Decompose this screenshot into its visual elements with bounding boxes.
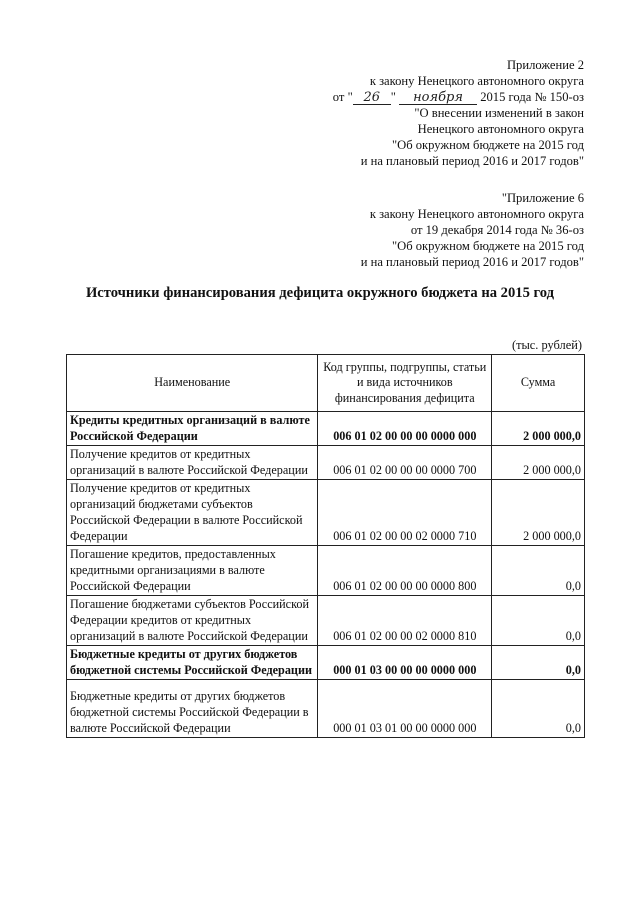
appendix-6-line: к закону Ненецкого автономного округа [369,207,584,221]
table-row [67,680,585,738]
appendix-2-line: "Об окружном бюджете на 2015 год [391,138,584,152]
row-sum: 0,0 [492,680,585,738]
appendix-6-line: и на плановый период 2016 и 2017 годов" [360,255,584,269]
row-code: 006 01 02 00 00 00 0000 000 [318,412,492,446]
table-row [67,446,585,480]
row-sum: 2 000 000,0 [492,480,585,546]
row-name: Погашение кредитов, предоставленных кредитными организациями в валюте Российской Федерации [67,546,318,596]
appendix-2-line: Приложение 2 [506,58,584,72]
row-name: Получение кредитов от кредитных организаций бюджетами субъектов Российской Федерации в валюте Российской Федерации [67,480,318,546]
appendix-6-line: "Приложение 6 [501,191,584,205]
row-name: Получение кредитов от кредитных организаций в валюте Российской Федерации [67,446,318,480]
row-code: 006 01 02 00 00 02 0000 710 [318,480,492,546]
row-sum: 0,0 [492,546,585,596]
appendix-2-line: "О внесении изменений в закон [414,106,584,120]
appendix-6-line: "Об окружном бюджете на 2015 год [391,239,584,253]
row-name: Погашение бюджетами субъектов Российской Федерации кредитов от кредитных организаций в валюте Российской Федерации [67,596,318,646]
date-mid: " [390,90,396,104]
table-row [67,412,585,446]
financing-sources-table [66,354,585,738]
table-row [67,646,585,680]
units-label: (тыс. рублей) [511,338,582,352]
row-name: Кредиты кредитных организаций в валюте Российской Федерации [67,412,318,446]
row-code: 006 01 02 00 00 00 0000 700 [318,446,492,480]
table-row [67,596,585,646]
appendix-2-line: к закону Ненецкого автономного округа [369,74,584,88]
appendix-2-date-line [333,89,584,105]
table-row [67,480,585,546]
document-title: Источники финансирования дефицита окружного бюджета на 2015 год [85,285,555,301]
row-name: Бюджетные кредиты от других бюджетов бюджетной системы Российской Федерации в валюте Российской Федерации [67,680,318,738]
row-sum: 0,0 [492,646,585,680]
appendix-2-line: Ненецкого автономного округа [417,122,584,136]
appendix-6-line: от 19 декабря 2014 года № 36-оз [410,223,584,237]
table-header-row [67,355,585,412]
header-sum: Сумма [492,355,585,412]
row-code: 006 01 02 00 00 02 0000 810 [318,596,492,646]
row-code: 000 01 03 00 00 00 0000 000 [318,646,492,680]
appendix-2-header [333,57,584,169]
appendix-6-header [361,190,584,270]
row-sum: 2 000 000,0 [492,446,585,480]
appendix-2-line: и на плановый период 2016 и 2017 годов" [360,154,584,168]
handwritten-month: ноября [399,91,477,105]
row-sum: 0,0 [492,596,585,646]
row-code: 006 01 02 00 00 00 0000 800 [318,546,492,596]
header-code: Код группы, подгруппы, статьи и вида источников финансирования дефицита [318,355,492,412]
row-code: 000 01 03 01 00 00 0000 000 [318,680,492,738]
date-suffix: 2015 года № 150-оз [480,90,584,104]
row-name: Бюджетные кредиты от других бюджетов бюджетной системы Российской Федерации [67,646,318,680]
handwritten-day: 26 [353,91,391,105]
table-row [67,546,585,596]
row-sum: 2 000 000,0 [492,412,585,446]
date-prefix: от " [332,90,353,104]
header-name: Наименование [67,355,318,412]
